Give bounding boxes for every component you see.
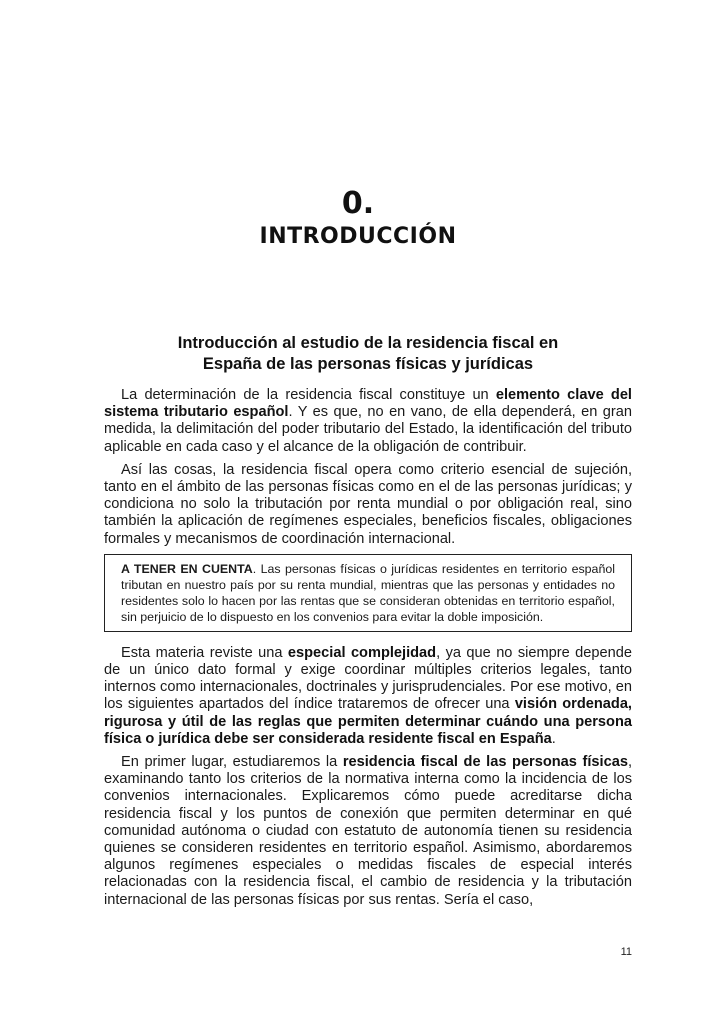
chapter-heading: [0, 186, 716, 252]
body-text: [104, 387, 632, 909]
paragraph-emphasis: residencia fiscal de las personas físicas: [342, 754, 628, 771]
chapter-number: 0.: [341, 186, 375, 221]
paragraph-4: [104, 754, 632, 909]
paragraph-text: Así las cosas, la residencia fiscal opera como criterio esencial de sujeción, tanto en el ámbito de las personas físicas como en el de las personas jurídicas; y condiciona no solo la tributación por renta mundial o por obligación real, sino también la aplicación de regímenes especiales, beneficios fiscales, obligaciones formales y mecanismos de coordinación internacional.: [104, 461, 632, 547]
paragraph-emphasis: elemento clave del sistema tributario español: [104, 387, 632, 421]
section-title-line2: España de las personas físicas y jurídicas: [202, 355, 534, 373]
paragraph-text: Esta materia reviste una: [121, 644, 288, 661]
paragraph-3: [104, 645, 632, 748]
paragraph-1: [104, 387, 632, 456]
callout-box: [104, 554, 632, 632]
paragraph-text: En primer lugar, estudiaremos la: [121, 754, 343, 771]
paragraph-text: . Y es que, no en vano, de ella dependerá, en gran medida, la delimitación del poder tributario del Estado, la identificación del tributo aplicable en cada caso y el alcance de la obligación de contribuir.: [104, 404, 632, 455]
paragraph-text: , ya que no siempre depende de un único dato formal y exige coordinar múltiples criterios legales, tanto internos como internacionales, doctrinales y jurisprudenciales. Por ese motivo, en los siguientes apartados del índice trataremos de ofrecer una: [104, 644, 632, 713]
paragraph-text: , examinando tanto los criterios de la normativa interna como la incidencia de los convenios internacionales. Explicaremos cómo puede acreditarse dicha residencia fiscal y los puntos de conexión que permiten determinar en qué comunidad autónoma o ciudad con estatuto de autonomía tienen su residencia quienes se consideren residentes en territorio español. Asimismo, abordaremos algunos regímenes especiales o medidas fiscales de especial interés relacionadas con la residencia fiscal, el cambio de residencia y la tributación internacional de las personas físicas por sus rentas. Sería el caso,: [104, 754, 633, 908]
page-number: 11: [620, 946, 632, 958]
paragraph-text: La determinación de la residencia fiscal constituye un: [121, 387, 496, 403]
callout-text: . Las personas físicas o jurídicas residentes en territorio español tributan en nuestro país por su renta mundial, mientras que las personas y entidades no residentes solo lo hacen por las rentas que se consideran obtenidas en territorio español, sin perjuicio de lo dispuesto en los convenios para evitar la doble imposición.: [121, 561, 615, 624]
chapter-title: INTRODUCCIÓN: [259, 224, 457, 249]
section-title: [104, 333, 632, 375]
paragraph-emphasis: visión ordenada, rigurosa y útil de las reglas que permiten determinar cuándo una persona física o jurídica debe ser considerada residente fiscal en España: [104, 696, 632, 747]
callout-lead: A TENER EN CUENTA: [121, 561, 253, 576]
section-title-line1: Introducción al estudio de la residencia fiscal en: [177, 334, 559, 352]
paragraph-emphasis: especial complejidad: [287, 644, 437, 661]
paragraph-text: .: [551, 730, 556, 747]
paragraph-2: [104, 462, 632, 548]
